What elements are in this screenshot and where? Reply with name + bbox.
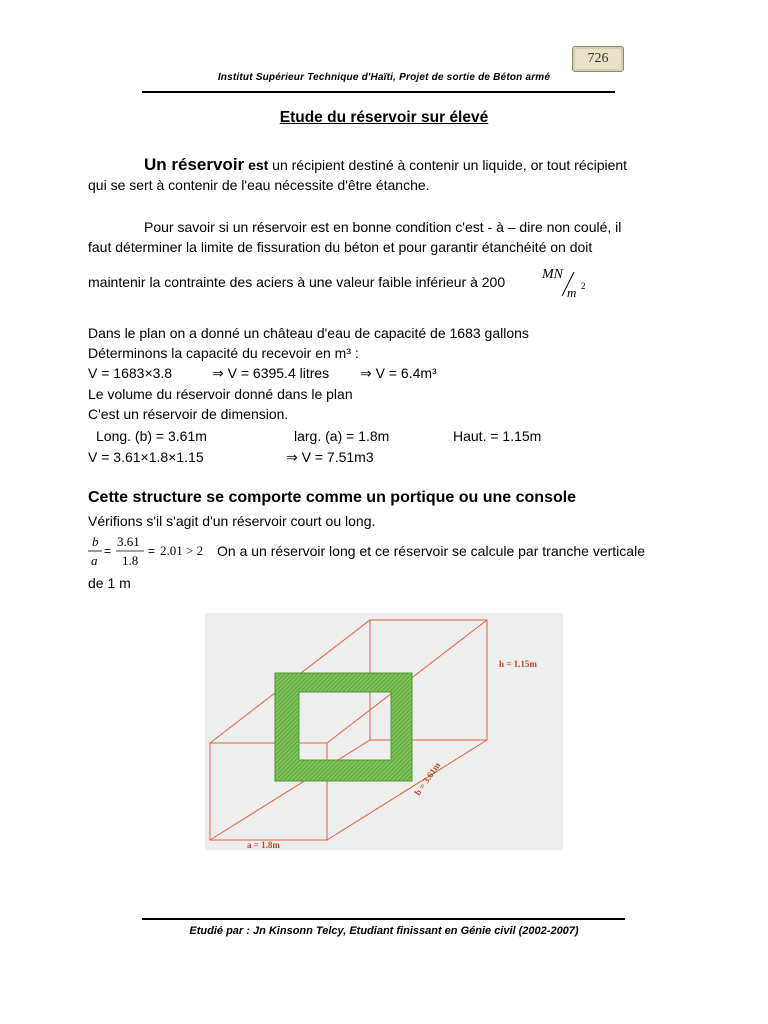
section-conclusion: On a un réservoir long et ce réservoir se calcule par tranche verticale (217, 543, 645, 559)
calc-line3c: ⇒ V = 6.4m³ (360, 365, 437, 381)
frac-eq2: = (148, 544, 156, 558)
dim-haut: Haut. = 1.15m (453, 428, 542, 444)
intro-line2: qui se sert à contenir de l'eau nécessite d'être étanche. (88, 177, 430, 193)
label-b: b = 3.61m (412, 760, 443, 798)
cross-section (275, 673, 412, 781)
para2-line2: faut déterminer la limite de fissuration du béton et pour garantir étanchéité on doit (88, 239, 593, 255)
calc-line4: Le volume du réservoir donné dans le plan (88, 386, 353, 402)
footer-rule (142, 918, 625, 920)
frac-den: 1.8 (122, 553, 139, 568)
dim-larg: larg. (a) = 1.8m (294, 428, 390, 444)
frac-num: 3.61 (117, 534, 140, 549)
page-footer: Etudié par : Jn Kinsonn Telcy, Etudiant finissant en Génie civil (2002-2007) (189, 925, 579, 937)
page-header: Institut Supérieur Technique d'Haïti, Projet de sortie de Béton armé (217, 72, 551, 83)
frac-b: b (92, 534, 99, 549)
intro-lead: Un réservoir (144, 155, 245, 174)
frac-a: a (91, 553, 98, 568)
intro-est: est (248, 157, 269, 173)
intro-paragraph (88, 155, 688, 195)
label-a: a = 1.8m (247, 840, 280, 850)
calc-line2: Déterminons la capacité du recevoir en m³ : (88, 345, 359, 361)
header-rule (142, 91, 615, 93)
para2-line3: maintenir la contrainte des aciers à une valeur faible inférieur à 200 (88, 274, 506, 290)
dim-long: Long. (b) = 3.61m (96, 428, 207, 444)
ratio-formula (86, 531, 216, 571)
reservoir-diagram (205, 613, 563, 850)
calc-line5: C'est un réservoir de dimension. (88, 406, 289, 422)
calc-line3b: ⇒ V = 6395.4 litres (212, 365, 330, 381)
calc-line3a: V = 1683×3.8 (88, 365, 173, 381)
section-heading: Cette structure se comporte comme un portique ou une console (88, 489, 577, 506)
unit-num: MN (542, 267, 563, 282)
frac-result: 2.01 > 2 (160, 543, 204, 558)
page-number-badge: 726 (572, 46, 624, 72)
unit-den: m (567, 285, 577, 300)
section-conclusion2: de 1 m (88, 575, 131, 591)
unit-exp: 2 (581, 281, 586, 291)
box-edges (210, 620, 487, 840)
reservoir-figure (205, 613, 563, 850)
calc-line1: Dans le plan on a donné un château d'eau de capacité de 1683 gallons (88, 325, 529, 341)
section-line1: Vérifions s'il s'agit d'un réservoir court ou long. (88, 513, 376, 529)
para2-line1: Pour savoir si un réservoir est en bonne condition c'est - à – dire non coulé, il (144, 219, 622, 235)
frac-eq1: = (104, 544, 112, 558)
calc-line7a: V = 3.61×1.8×1.15 (88, 449, 204, 465)
label-h: h = 1.15m (499, 659, 537, 669)
intro-line1: un récipient destiné à contenir un liquide, or tout récipient (268, 157, 628, 173)
page-title: Etude du réservoir sur élevé (279, 109, 489, 126)
calc-line7b: ⇒ V = 7.51m3 (286, 449, 374, 465)
unit-mn-per-m2 (540, 262, 590, 302)
